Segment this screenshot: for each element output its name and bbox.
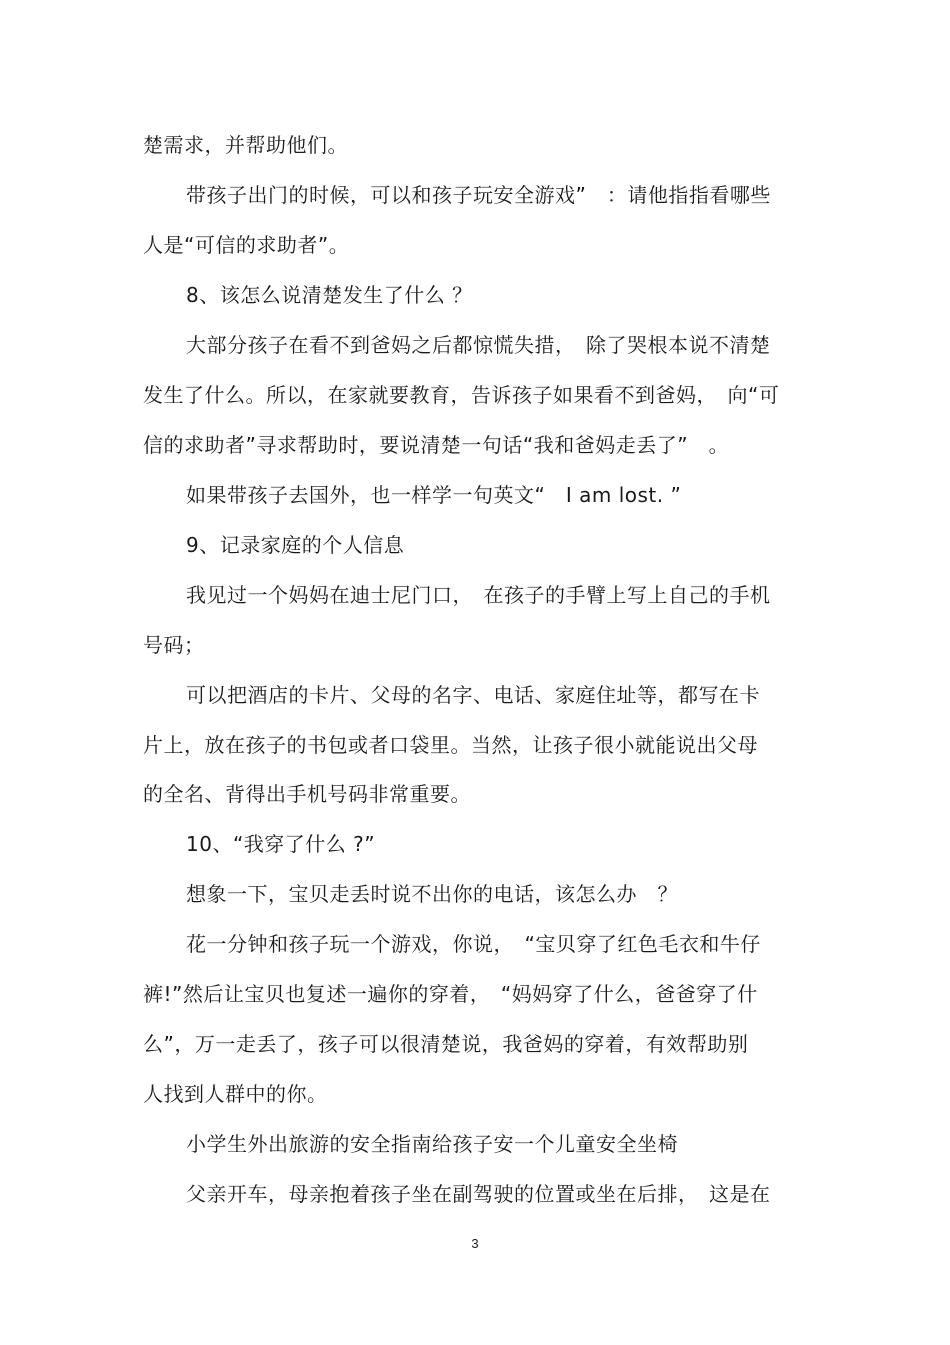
text-line: 8、该怎么说清楚发生了什么 ？ xyxy=(186,283,473,307)
text-line: 发生了什么。所以，在家就要教育，告诉孩子如果看不到爸妈， 向“可 xyxy=(143,383,780,407)
text-line: 父亲开车，母亲抱着孩子坐在副驾驶的位置或坐在后排， 这是在 xyxy=(186,1182,771,1206)
text-line: 楚需求，并帮助他们。 xyxy=(143,133,348,157)
text-line: 9、记录家庭的个人信息 xyxy=(186,533,405,557)
text-line: 我见过一个妈妈在迪士尼门口， 在孩子的手臂上写上自己的手机 xyxy=(186,583,771,607)
text-line: 么”，万一走丢了，孩子可以很清楚说，我爸妈的穿着，有效帮助别 xyxy=(143,1032,749,1056)
text-line: 带孩子出门的时候，可以和孩子玩安全游戏” ：请他指指看哪些 xyxy=(186,183,771,207)
page-number: 3 xyxy=(471,1236,479,1251)
text-line: 裤!”然后让宝贝也复述一遍你的穿着， “妈妈穿了什么，爸爸穿了什 xyxy=(143,982,758,1006)
text-line: 小学生外出旅游的安全指南给孩子安一个儿童安全坐椅 xyxy=(186,1132,678,1156)
text-line: 信的求助者”寻求帮助时，要说清楚一句话“我和爸妈走丢了” 。 xyxy=(143,433,730,457)
text-line: 10、“我穿了什么 ?” xyxy=(186,832,376,856)
text-line: 如果带孩子去国外，也一样学一句英文“ I am lost. ” xyxy=(186,483,682,507)
text-line: 花一分钟和孩子玩一个游戏，你说， “宝贝穿了红色毛衣和牛仔 xyxy=(186,932,761,956)
text-line: 可以把酒店的卡片、父母的名字、电话、家庭住址等，都写在卡 xyxy=(186,683,760,707)
text-line: 大部分孩子在看不到爸妈之后都惊慌失措， 除了哭根本说不清楚 xyxy=(186,333,771,357)
text-line: 的全名、背得出手机号码非常重要。 xyxy=(143,782,471,806)
text-line: 号码； xyxy=(143,633,205,657)
text-line: 片上，放在孩子的书包或者口袋里。当然，让孩子很小就能说出父母 xyxy=(143,733,758,757)
text-line: 人找到人群中的你。 xyxy=(143,1082,328,1106)
text-line: 人是“可信的求助者”。 xyxy=(143,233,350,257)
text-line: 想象一下，宝贝走丢时说不出你的电话，该怎么办 ？ xyxy=(186,882,678,906)
